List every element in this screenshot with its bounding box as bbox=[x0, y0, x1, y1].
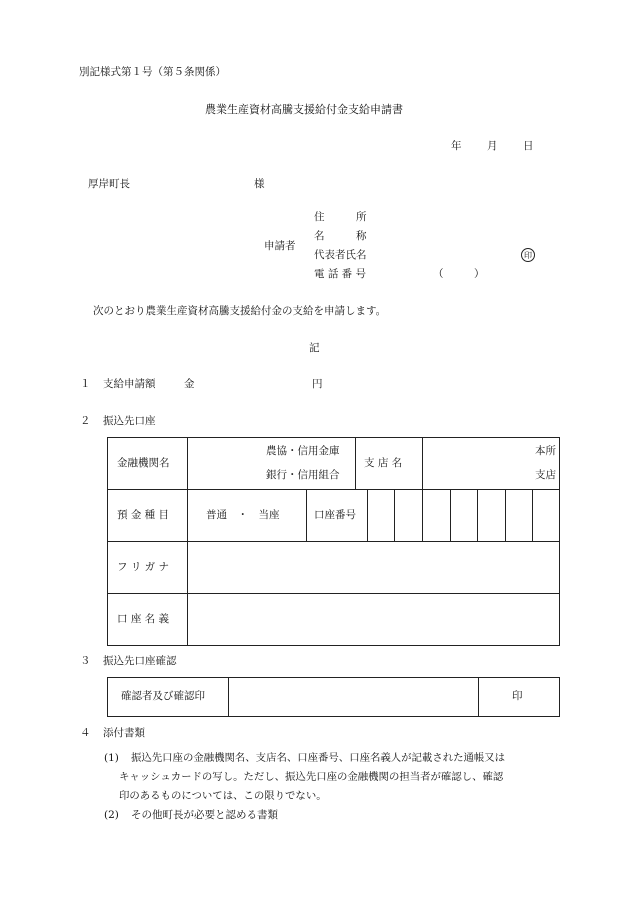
confirmer-seal-label: 印 bbox=[512, 690, 523, 702]
item2-number: ２ bbox=[80, 415, 91, 427]
confirmer-label: 確認者及び確認印 bbox=[121, 690, 205, 702]
deposit-type-options: 普通 ・ 当座 bbox=[206, 509, 280, 521]
application-statement: 次のとおり農業生産資材高騰支援給付金の支給を申請します。 bbox=[93, 305, 387, 317]
item4-sub2-text: その他町長が必要と認める書類 bbox=[131, 809, 278, 821]
applicant-phone-label: 電 話 番 号 bbox=[314, 268, 367, 280]
item2-label: 振込先口座 bbox=[103, 415, 156, 427]
form-number: 別記様式第１号（第５条関係） bbox=[79, 66, 226, 78]
date-year: 年 bbox=[451, 140, 462, 152]
account-number-label: 口座番号 bbox=[314, 509, 356, 521]
branch-shiten: 支店 bbox=[535, 469, 556, 481]
item3-number: ３ bbox=[80, 655, 91, 667]
item1-yen: 円 bbox=[312, 378, 323, 390]
item4-sub1-line3: 印のあるものについては、この限りでない。 bbox=[119, 790, 327, 802]
applicant-address-label: 住 所 bbox=[314, 211, 367, 223]
item4-sub1-number: (1) bbox=[104, 752, 119, 764]
bank-type-option-2: 銀行・信用組合 bbox=[266, 469, 340, 481]
applicant-label: 申請者 bbox=[264, 240, 296, 252]
item4-label: 添付書類 bbox=[103, 727, 145, 739]
item4-sub1-line2: キャッシュカードの写し。ただし、振込先口座の金融機関の担当者が確認し、確認 bbox=[119, 771, 504, 783]
bank-type-option-1: 農協・信用金庫 bbox=[266, 445, 340, 457]
date-month: 月 bbox=[487, 140, 498, 152]
item4-sub2-number: (2) bbox=[104, 809, 119, 821]
branch-name-label: 支 店 名 bbox=[364, 457, 403, 469]
item3-label: 振込先口座確認 bbox=[103, 655, 177, 667]
addressee-suffix: 様 bbox=[254, 178, 265, 190]
item1-number: １ bbox=[80, 378, 91, 390]
phone-paren-open: （ bbox=[433, 268, 444, 280]
date-day: 日 bbox=[523, 140, 534, 152]
applicant-rep-name-label: 代表者氏名 bbox=[314, 249, 367, 261]
deposit-type-label: 預 金 種 目 bbox=[117, 509, 170, 521]
item1-label: 支給申請額 bbox=[103, 378, 156, 390]
item1-kin: 金 bbox=[184, 378, 195, 390]
item4-number: ４ bbox=[80, 727, 91, 739]
item4-sub1-line1: 振込先口座の金融機関名、支店名、口座番号、口座名義人が記載された通帳又は bbox=[131, 752, 506, 764]
phone-paren-close: ） bbox=[474, 268, 485, 280]
applicant-seal-mark: 印 bbox=[521, 248, 535, 262]
bank-name-label: 金融機関名 bbox=[117, 457, 170, 469]
branch-honten: 本所 bbox=[535, 445, 556, 457]
account-holder-label: 口 座 名 義 bbox=[117, 613, 170, 625]
ki-heading: 記 bbox=[309, 342, 320, 354]
page-title: 農業生産資材高騰支援給付金支給申請書 bbox=[205, 103, 403, 116]
furigana-label: フ リ ガ ナ bbox=[117, 561, 170, 573]
addressee-name: 厚岸町長 bbox=[88, 178, 130, 190]
applicant-name-label: 名 称 bbox=[314, 230, 367, 242]
